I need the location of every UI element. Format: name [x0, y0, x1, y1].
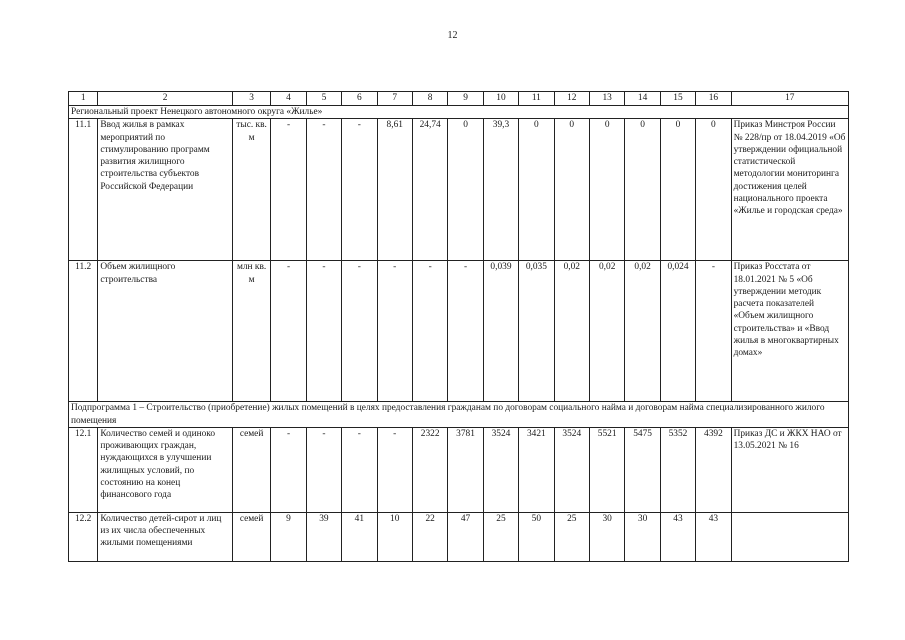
value-cell: 0 — [625, 119, 660, 261]
column-number: 15 — [660, 92, 695, 106]
indicator-name: Ввод жилья в рамках мероприятий по стимулированию программ развития жилищного строительства субъектов Российской Федерации — [98, 119, 233, 261]
value-cell: 9 — [271, 512, 306, 561]
value-cell: - — [306, 119, 341, 261]
value-cell: 0 — [448, 119, 483, 261]
value-cell: 0 — [696, 119, 731, 261]
value-cell: 10 — [377, 512, 412, 561]
value-cell: - — [412, 261, 447, 402]
value-cell: 43 — [696, 512, 731, 561]
column-number: 13 — [589, 92, 624, 106]
row-code: 11.1 — [69, 119, 98, 261]
value-cell: 39 — [306, 512, 341, 561]
unit-cell: семей — [232, 512, 270, 561]
indicator-name: Количество семей и одиноко проживающих граждан, нуждающихся в улучшении жилищных условий, по состоянию на конец финансового года — [98, 427, 233, 512]
value-cell: 39,3 — [483, 119, 518, 261]
value-cell: - — [377, 427, 412, 512]
table-row — [69, 512, 849, 561]
page-number: 12 — [447, 30, 458, 41]
value-cell: 8,61 — [377, 119, 412, 261]
unit-cell: млн кв. м — [232, 261, 270, 402]
column-number: 4 — [271, 92, 306, 106]
value-cell: 0,02 — [625, 261, 660, 402]
value-cell: - — [306, 427, 341, 512]
value-cell: 22 — [412, 512, 447, 561]
value-cell: 41 — [342, 512, 377, 561]
column-number: 12 — [554, 92, 589, 106]
value-cell: 5475 — [625, 427, 660, 512]
value-cell: - — [377, 261, 412, 402]
value-cell: 0,039 — [483, 261, 518, 402]
value-cell: - — [271, 261, 306, 402]
section-title-row — [69, 402, 849, 428]
column-number: 3 — [232, 92, 270, 106]
value-cell: 5352 — [660, 427, 695, 512]
table-row — [69, 261, 849, 402]
value-cell: - — [342, 119, 377, 261]
table-row — [69, 119, 849, 261]
value-cell: 30 — [589, 512, 624, 561]
column-number: 2 — [98, 92, 233, 106]
column-number: 16 — [696, 92, 731, 106]
note-cell: Приказ ДС и ЖКХ НАО от 13.05.2021 № 16 — [731, 427, 848, 512]
value-cell: - — [271, 119, 306, 261]
value-cell: 2322 — [412, 427, 447, 512]
note-cell: Приказ Минстроя России № 228/пр от 18.04.2019 «Об утверждении официальной статистической методологии мониторинга достижения целей национального проекта «Жилье и городская среда» — [731, 119, 848, 261]
row-code: 12.2 — [69, 512, 98, 561]
table-row — [69, 427, 849, 512]
indicator-name: Объем жилищного строительства — [98, 261, 233, 402]
value-cell: - — [342, 427, 377, 512]
value-cell: 3421 — [519, 427, 554, 512]
section-title: Подпрограмма 1 – Строительство (приобретение) жилых помещений в целях предоставления гражданам по договорам социального найма и договорам найма специализированного жилого помещения — [69, 402, 849, 428]
column-number: 10 — [483, 92, 518, 106]
value-cell: 0,02 — [589, 261, 624, 402]
value-cell: 0 — [519, 119, 554, 261]
value-cell: - — [271, 427, 306, 512]
value-cell: 0 — [589, 119, 624, 261]
column-number: 14 — [625, 92, 660, 106]
unit-cell: тыс. кв. м — [232, 119, 270, 261]
value-cell: 0,02 — [554, 261, 589, 402]
column-number: 7 — [377, 92, 412, 106]
column-number: 11 — [519, 92, 554, 106]
column-number: 8 — [412, 92, 447, 106]
value-cell: 4392 — [696, 427, 731, 512]
value-cell: 0,035 — [519, 261, 554, 402]
value-cell: - — [696, 261, 731, 402]
column-number: 6 — [342, 92, 377, 106]
value-cell: 24,74 — [412, 119, 447, 261]
indicators-table — [68, 91, 849, 562]
column-number: 9 — [448, 92, 483, 106]
row-code: 12.1 — [69, 427, 98, 512]
indicator-name: Количество детей-сирот и лиц из их числа обеспеченных жилыми помещениями — [98, 512, 233, 561]
note-cell: Приказ Росстата от 18.01.2021 № 5 «Об утверждении методик расчета показателей «Объем жилищного строительства» и «Ввод жилья в многоквартирных домах» — [731, 261, 848, 402]
value-cell: 0 — [554, 119, 589, 261]
value-cell: 5521 — [589, 427, 624, 512]
value-cell: 30 — [625, 512, 660, 561]
value-cell: - — [448, 261, 483, 402]
value-cell: 43 — [660, 512, 695, 561]
value-cell: 3524 — [483, 427, 518, 512]
unit-cell: семей — [232, 427, 270, 512]
value-cell: 0 — [660, 119, 695, 261]
value-cell: - — [342, 261, 377, 402]
value-cell: 25 — [483, 512, 518, 561]
value-cell: 3781 — [448, 427, 483, 512]
column-number-row — [69, 92, 849, 106]
column-number: 5 — [306, 92, 341, 106]
section-title-row — [69, 106, 849, 119]
row-code: 11.2 — [69, 261, 98, 402]
value-cell: 25 — [554, 512, 589, 561]
value-cell: 3524 — [554, 427, 589, 512]
column-number: 1 — [69, 92, 98, 106]
value-cell: 50 — [519, 512, 554, 561]
value-cell: 0,024 — [660, 261, 695, 402]
value-cell: - — [306, 261, 341, 402]
column-number: 17 — [731, 92, 848, 106]
note-cell — [731, 512, 848, 561]
value-cell: 47 — [448, 512, 483, 561]
section-title: Региональный проект Ненецкого автономного округа «Жилье» — [69, 106, 849, 119]
